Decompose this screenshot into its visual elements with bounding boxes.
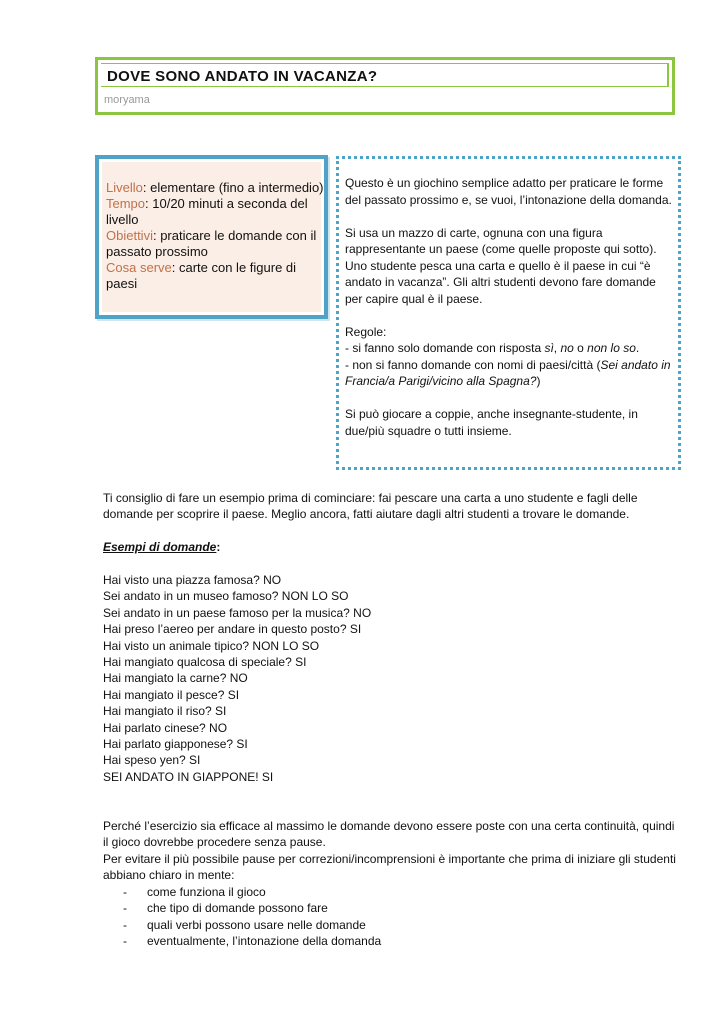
- example-question: Sei andato in un museo famoso? NON LO SO: [103, 589, 349, 604]
- cosa-serve-value: : carte con le figure di paesi: [106, 260, 297, 291]
- list-item: [103, 933, 683, 949]
- rule-1-text-a: - si fanno solo domande con risposta: [345, 341, 545, 355]
- livello-key: Livello: [106, 180, 143, 195]
- rule-1-text-c: o: [573, 341, 588, 355]
- list-item-text: come funziona il gioco: [147, 884, 266, 899]
- list-item: [103, 884, 683, 900]
- example-question: Hai speso yen? SI: [103, 753, 201, 768]
- rule-1: [345, 341, 639, 355]
- title-box: [95, 57, 675, 115]
- example-conclusion: SEI ANDATO IN GIAPPONE! SI: [103, 769, 274, 784]
- example-question: Hai preso l’aereo per andare in questo posto? SI: [103, 622, 362, 637]
- info-livello: [106, 180, 324, 196]
- rules-block: [345, 324, 675, 390]
- list-item-text: che tipo di domande possono fare: [147, 901, 328, 916]
- examples-heading: [103, 539, 683, 555]
- obiettivi-value: : praticare le domande con il passato prossimo: [106, 228, 317, 259]
- spacer: [103, 785, 683, 801]
- cosa-serve-key: Cosa serve: [106, 260, 172, 275]
- dash-bullet: -: [123, 933, 127, 948]
- examples-list: [103, 572, 683, 785]
- rule-1-text-b: ,: [553, 341, 561, 355]
- dash-bullet: -: [123, 901, 127, 916]
- info-text: [106, 180, 324, 292]
- example-question: Sei andato in un paese famoso per la musica? NO: [103, 605, 372, 620]
- description-text: [345, 175, 675, 456]
- livello-value: : elementare (fino a intermedio): [142, 180, 324, 195]
- closing-paragraph-2: Per evitare il più possibile pause per correzioni/incomprensioni è importante che prima di iniziare gli studenti abbiano chiaro in mente:: [103, 851, 676, 883]
- info-cosa-serve: [106, 260, 324, 292]
- rule-1-non-lo-so: non lo so: [587, 341, 636, 355]
- rule-1-si: sì: [544, 341, 554, 355]
- dash-bullet: -: [123, 884, 127, 899]
- list-item-text: quali verbi possono usare nelle domande: [147, 917, 366, 932]
- info-tempo: [106, 196, 324, 228]
- tempo-key: Tempo: [106, 196, 146, 211]
- intro-paragraph: Ti consiglio di fare un esempio prima di cominciare: fai pescare una carta a uno studente e fagli delle domande per scoprire il paese. Meglio ancora, fatti aiutare dagli altri studenti a trovare le domande.: [103, 491, 638, 522]
- examples-title: Esempi di domande: [103, 540, 217, 555]
- requirements-list: [103, 884, 683, 950]
- rule-2-text-a: - non si fanno domande con nomi di paesi/città (: [345, 357, 601, 372]
- title-bar: [101, 63, 669, 87]
- example-question: Hai parlato cinese? NO: [103, 720, 228, 735]
- example-question: Hai mangiato qualcosa di speciale? SI: [103, 655, 307, 670]
- closing-paragraph-1: Perché l’esercizio sia efficace al massimo le domande devono essere poste con una certa continuità, quindi il gioco dovrebbe procedere senza pause.: [103, 819, 675, 850]
- info-box: [95, 155, 328, 319]
- rule-2-text-b: ): [536, 374, 541, 388]
- info-box-inner: [102, 162, 324, 312]
- rule-1-text-d: .: [635, 341, 640, 355]
- example-question: Hai visto un animale tipico? NON LO SO: [103, 638, 320, 653]
- rules-title: Regole:: [345, 324, 387, 339]
- description-box: [336, 156, 681, 470]
- example-question: Hai mangiato la carne? NO: [103, 671, 248, 686]
- body-text: [103, 490, 683, 949]
- example-question: Hai mangiato il pesce? SI: [103, 687, 240, 702]
- obiettivi-key: Obiettivi: [106, 228, 153, 243]
- tempo-value: : 10/20 minuti a seconda del livello: [106, 196, 308, 227]
- examples-colon: :: [216, 540, 221, 555]
- author-name: moryama: [104, 94, 150, 106]
- document-title: DOVE SONO ANDATO IN VACANZA?: [107, 68, 378, 85]
- example-question: Hai parlato giapponese? SI: [103, 737, 248, 752]
- list-item-text: eventualmente, l’intonazione della domanda: [147, 933, 382, 948]
- spacer: [103, 556, 683, 572]
- info-obiettivi: [106, 228, 324, 260]
- rule-2-example: Sei andato in Francia/a Parigi/vicino alla Spagna?: [345, 357, 671, 388]
- list-item: [103, 917, 683, 933]
- dash-bullet: -: [123, 917, 127, 932]
- list-item: [103, 900, 683, 916]
- spacer: [103, 802, 683, 818]
- description-paragraph-2: Si usa un mazzo di carte, ognuna con una figura rappresentante un paese (come quelle proposte qui sotto). Uno studente pesca una carta e quello è il paese in cui “è andato in vacanza”. Gli altri studenti devono fare domande per capire qual è il paese.: [345, 225, 657, 306]
- description-paragraph-4: Si può giocare a coppie, anche insegnante-studente, in due/più squadre o tutti insieme.: [345, 407, 638, 438]
- description-paragraph-1: Questo è un giochino semplice adatto per praticare le forme del passato prossimo e, se vuoi, l’intonazione della domanda.: [345, 176, 672, 207]
- example-question: Hai visto una piazza famosa? NO: [103, 573, 282, 587]
- rule-2: [345, 358, 671, 389]
- example-question: Hai mangiato il riso? SI: [103, 704, 227, 719]
- rule-1-no: no: [560, 341, 574, 355]
- spacer: [103, 523, 683, 539]
